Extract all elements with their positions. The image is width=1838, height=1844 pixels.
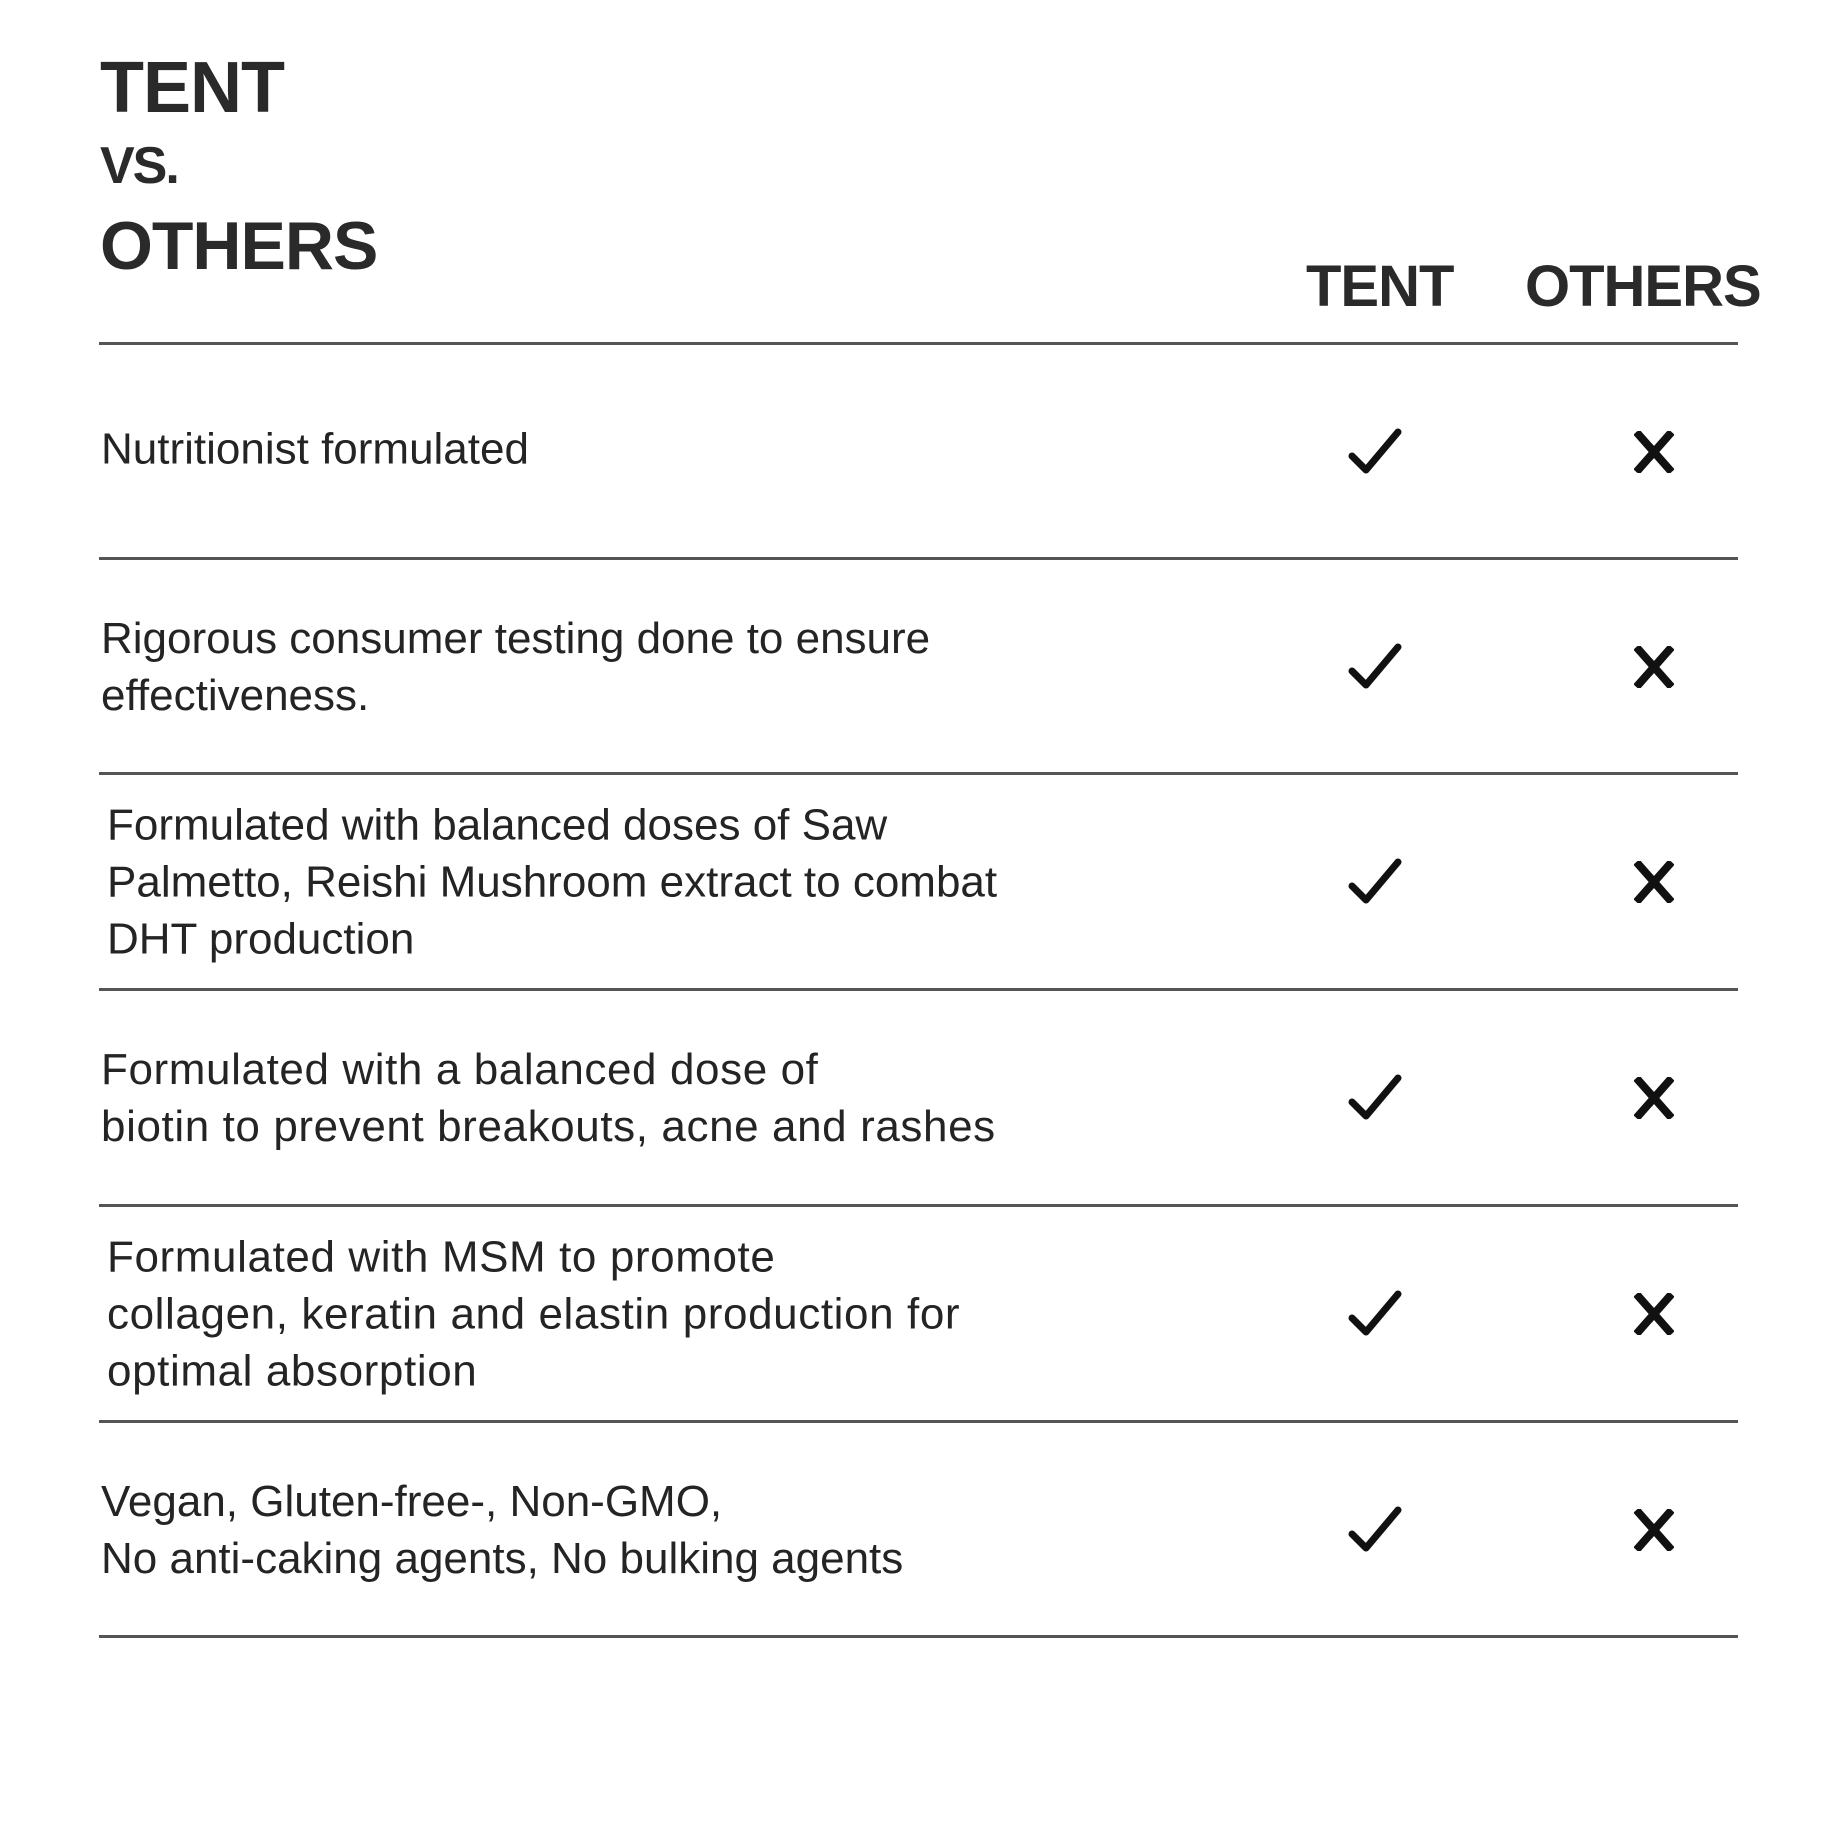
title-line-brand: TENT [100,48,284,128]
x-mark-icon [1634,646,1674,688]
checkmark-icon [1348,426,1402,478]
row-description: Formulated with MSM to promote collagen, keratin and elastin production for optimal absorption [107,1232,961,1395]
page-title [100,48,378,284]
x-mark-icon [1634,861,1674,903]
row-description: Formulated with balanced doses of Saw Palmetto, Reishi Mushroom extract to combat DHT production [107,800,998,963]
title-line-vs: VS. [100,137,178,195]
x-mark-icon [1634,431,1674,473]
table-row [99,991,1738,1204]
title-line-others: OTHERS [100,208,378,284]
table-row [99,345,1738,558]
row-description: Vegan, Gluten-free-, Non-GMO, No anti-caking agents, No bulking agents [101,1476,904,1583]
checkmark-icon [1348,641,1402,693]
checkmark-icon [1348,856,1402,908]
row-description: Formulated with a balanced dose of biotin to prevent breakouts, acne and rashes [101,1044,996,1151]
checkmark-icon [1348,1504,1402,1556]
x-mark-icon [1634,1509,1674,1551]
column-header-tent: TENT [1306,254,1454,319]
checkmark-icon [1348,1288,1402,1340]
table-row [99,775,1738,988]
row-description: Nutritionist formulated [101,424,529,473]
x-mark-icon [1634,1077,1674,1119]
checkmark-icon [1348,1072,1402,1124]
table-row [99,1207,1738,1420]
table-row [99,1423,1738,1636]
row-description: Rigorous consumer testing done to ensure effectiveness. [101,613,931,720]
table-row [99,560,1738,773]
x-mark-icon [1634,1293,1674,1335]
column-header-others: OTHERS [1525,254,1761,319]
